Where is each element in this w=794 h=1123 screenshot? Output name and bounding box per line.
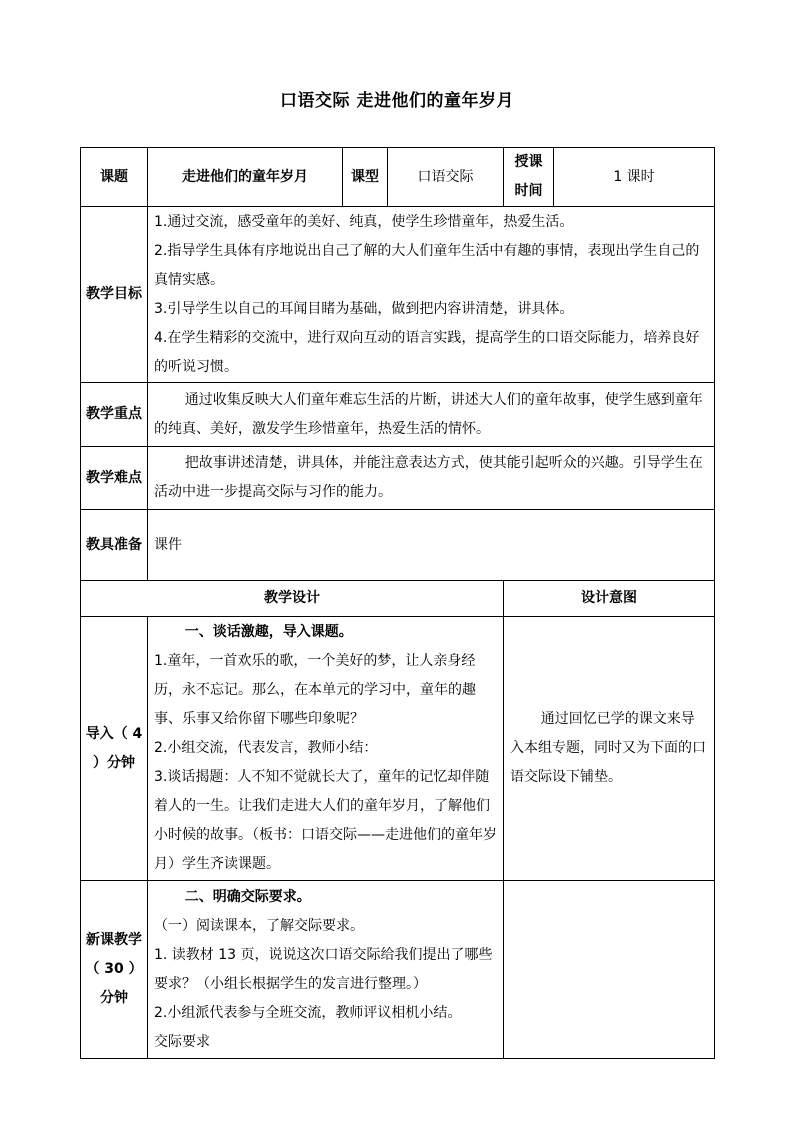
objectives-content (148, 207, 715, 383)
new-lesson-label: 新课教学（ 30 ）分钟 (81, 881, 148, 1059)
intro-item: 3.谈话揭题：人不知不觉就长大了，童年的记忆却伴随着人的一生。让我们走进大人们的童年岁月，了解他们小时候的故事。（板书：口语交际——走进他们的童年岁月）学生齐读课题。 (154, 769, 497, 872)
intro-heading: 一、谈话激趣，导入课题。 (184, 624, 353, 640)
type-label: 课型 (343, 148, 388, 207)
objective-item: 4.在学生精彩的交流中，进行双向互动的语言实践，提高学生的口语交际能力，培养良好的听说习惯。 (154, 329, 700, 375)
page-title: 口语交际 走进他们的童年岁月 (280, 91, 514, 111)
topic-label: 课题 (81, 148, 148, 207)
key-points-label: 教学重点 (81, 383, 148, 447)
new-lesson-heading: 二、明确交际要求。 (184, 888, 311, 905)
design-header-row (81, 581, 715, 617)
materials-label: 教具准备 (81, 510, 148, 581)
topic-value: 走进他们的童年岁月 (148, 148, 343, 207)
key-points-text: 通过收集反映大人们童年难忘生活的片断，讲述大人们的童年故事，使学生感到童年的纯真、美好，激发学生珍惜童年，热爱生活的情怀。 (154, 391, 703, 437)
difficulties-label: 教学难点 (81, 447, 148, 510)
objectives-row (81, 207, 715, 383)
intro-intent: 通过回忆已学的课文来导入本组专题，同时又为下面的口语交际设下铺垫。 (510, 711, 706, 785)
key-points-row (81, 383, 715, 447)
intro-item: 1.童年，一首欢乐的歌，一个美好的梦，让人亲身经历，永不忘记。那么，在本单元的学习中，童年的趣事、乐事又给你留下哪些印象呢？ (154, 653, 476, 727)
new-lesson-row (81, 881, 715, 1059)
hours-value: 1 课时 (554, 148, 715, 207)
new-lesson-content (148, 881, 504, 1059)
type-value: 口语交际 (388, 148, 504, 207)
new-lesson-item: （一）阅读课本，了解交际要求。 (154, 917, 364, 934)
objectives-label: 教学目标 (81, 207, 148, 383)
objective-item: 2.指导学生具体有序地说出自己了解的大人们童年生活中有趣的事情，表现出学生自己的真情实感。 (154, 242, 700, 288)
new-lesson-item: 2.小组派代表参与全班交流，教师评议相机小结。 (154, 1004, 462, 1021)
objective-item: 1.通过交流，感受童年的美好、纯真，使学生珍惜童年，热爱生活。 (154, 213, 574, 230)
new-lesson-item: 1. 读教材 13 页，说说这次口语交际给我们提出了哪些要求？（小组长根据学生的发言进行整理。） (154, 946, 493, 992)
new-lesson-item: 交际要求 (154, 1033, 210, 1050)
header-row (81, 148, 715, 207)
objective-item: 3.引导学生以自己的耳闻目睹为基础，做到把内容讲清楚，讲具体。 (154, 300, 574, 317)
intro-item: 2.小组交流，代表发言，教师小结： (154, 740, 378, 756)
intro-content (148, 617, 504, 881)
new-lesson-intent (504, 881, 715, 1059)
hours-label: 授课时间 (504, 148, 554, 207)
intro-label: 导入（ 4 ）分钟 (81, 617, 148, 881)
materials-row (81, 510, 715, 581)
materials-text: 课件 (148, 510, 715, 581)
difficulties-row (81, 447, 715, 510)
intro-row (81, 617, 715, 881)
design-header: 教学设计 (81, 581, 504, 617)
difficulties-text: 把故事讲述清楚，讲具体，并能注意表达方式，使其能引起听众的兴趣。引导学生在活动中进一步提高交际与习作的能力。 (154, 455, 703, 500)
lesson-plan-table (80, 147, 715, 1059)
intent-header: 设计意图 (504, 581, 715, 617)
